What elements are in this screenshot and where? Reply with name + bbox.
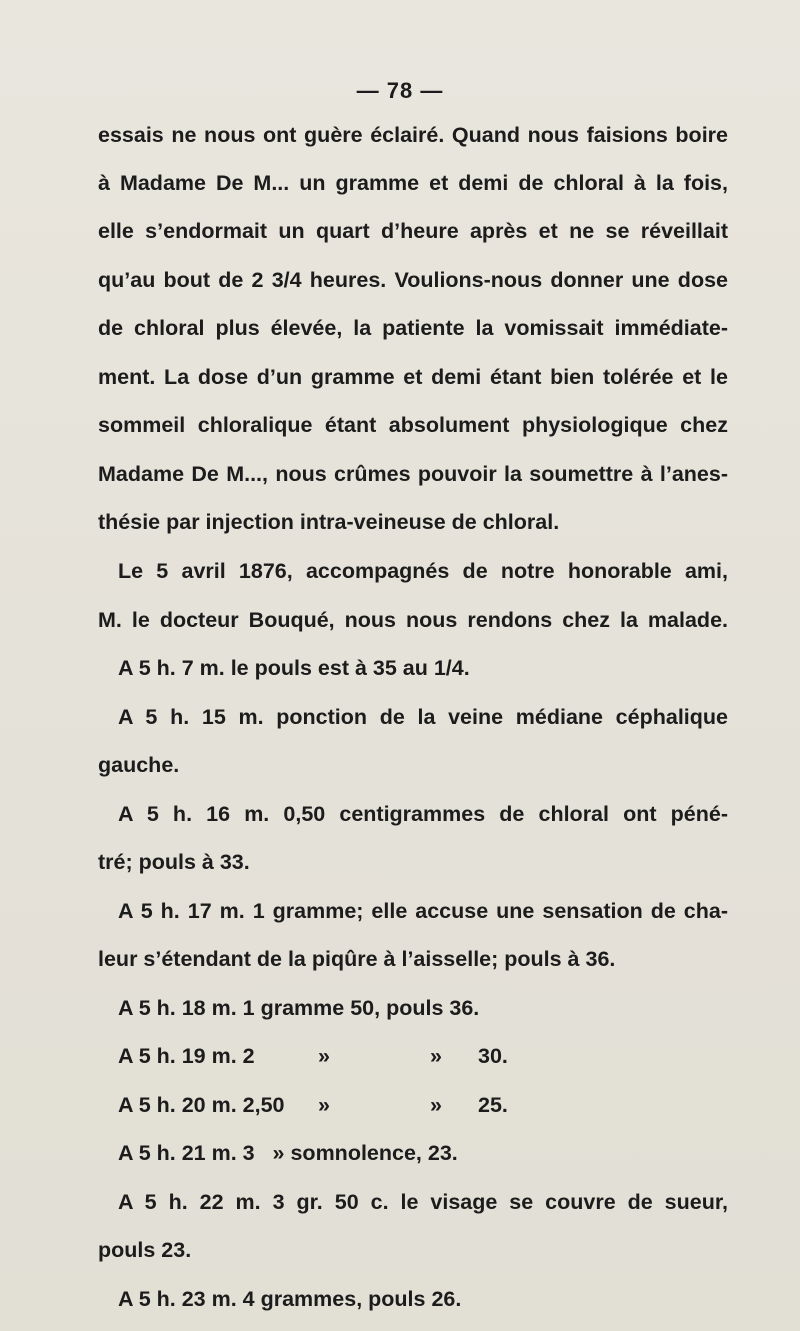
table-row-time: A 5 h. 20 m. 2,50 bbox=[118, 1093, 285, 1117]
text-line: Madame De M..., nous crûmes pouvoir la soumettre à l’anes- bbox=[98, 462, 728, 486]
table-row-time: A 5 h. 19 m. 2 bbox=[118, 1044, 255, 1068]
text-line: elle s’endormait un quart d’heure après et ne se réveillait bbox=[98, 219, 728, 243]
text-line: ment. La dose d’un gramme et demi étant bien tolérée et le bbox=[98, 365, 728, 389]
text-line: A 5 h. 21 m. 3 » somnolence, 23. bbox=[118, 1141, 458, 1165]
text-line: A 5 h. 18 m. 1 gramme 50, pouls 36. bbox=[118, 996, 480, 1020]
text-line: sommeil chloralique étant absolument physiologique chez bbox=[98, 413, 728, 437]
ditto-mark: » bbox=[430, 1044, 442, 1068]
text-line: A 5 h. 23 m. 4 grammes, pouls 26. bbox=[118, 1287, 462, 1311]
ditto-mark: » bbox=[318, 1044, 330, 1068]
text-line: A 5 h. 15 m. ponction de la veine médiane céphalique bbox=[118, 705, 728, 729]
text-line: A 5 h. 17 m. 1 gramme; elle accuse une sensation de cha- bbox=[118, 899, 728, 923]
text-line: tré; pouls à 33. bbox=[98, 850, 250, 874]
text-line: essais ne nous ont guère éclairé. Quand nous faisions boire bbox=[98, 123, 728, 147]
text-line: Le 5 avril 1876, accompagnés de notre honorable ami, bbox=[118, 559, 728, 583]
text-line: A 5 h. 16 m. 0,50 centigrammes de chloral ont péné- bbox=[118, 802, 728, 826]
page-number: — 78 — bbox=[356, 78, 444, 103]
text-line: pouls 23. bbox=[98, 1238, 192, 1262]
text-line: de chloral plus élevée, la patiente la vomissait immédiate- bbox=[98, 316, 728, 340]
text-line: leur s’étendant de la piqûre à l’aisselle; pouls à 36. bbox=[98, 947, 616, 971]
text-line: A 5 h. 7 m. le pouls est à 35 au 1/4. bbox=[118, 656, 470, 680]
ditto-mark: » bbox=[430, 1093, 442, 1117]
table-row-value: 25. bbox=[478, 1093, 508, 1117]
text-line: qu’au bout de 2 3/4 heures. Voulions-nous donner une dose bbox=[98, 268, 728, 292]
text-line: gauche. bbox=[98, 753, 180, 777]
text-line: M. le docteur Bouqué, nous nous rendons chez la malade. bbox=[98, 608, 728, 632]
text-line: à Madame De M... un gramme et demi de chloral à la fois, bbox=[98, 171, 728, 195]
table-row-value: 30. bbox=[478, 1044, 508, 1068]
ditto-mark: » bbox=[318, 1093, 330, 1117]
text-line: A 5 h. 22 m. 3 gr. 50 c. le visage se couvre de sueur, bbox=[118, 1190, 728, 1214]
text-line: thésie par injection intra-veineuse de chloral. bbox=[98, 510, 560, 534]
